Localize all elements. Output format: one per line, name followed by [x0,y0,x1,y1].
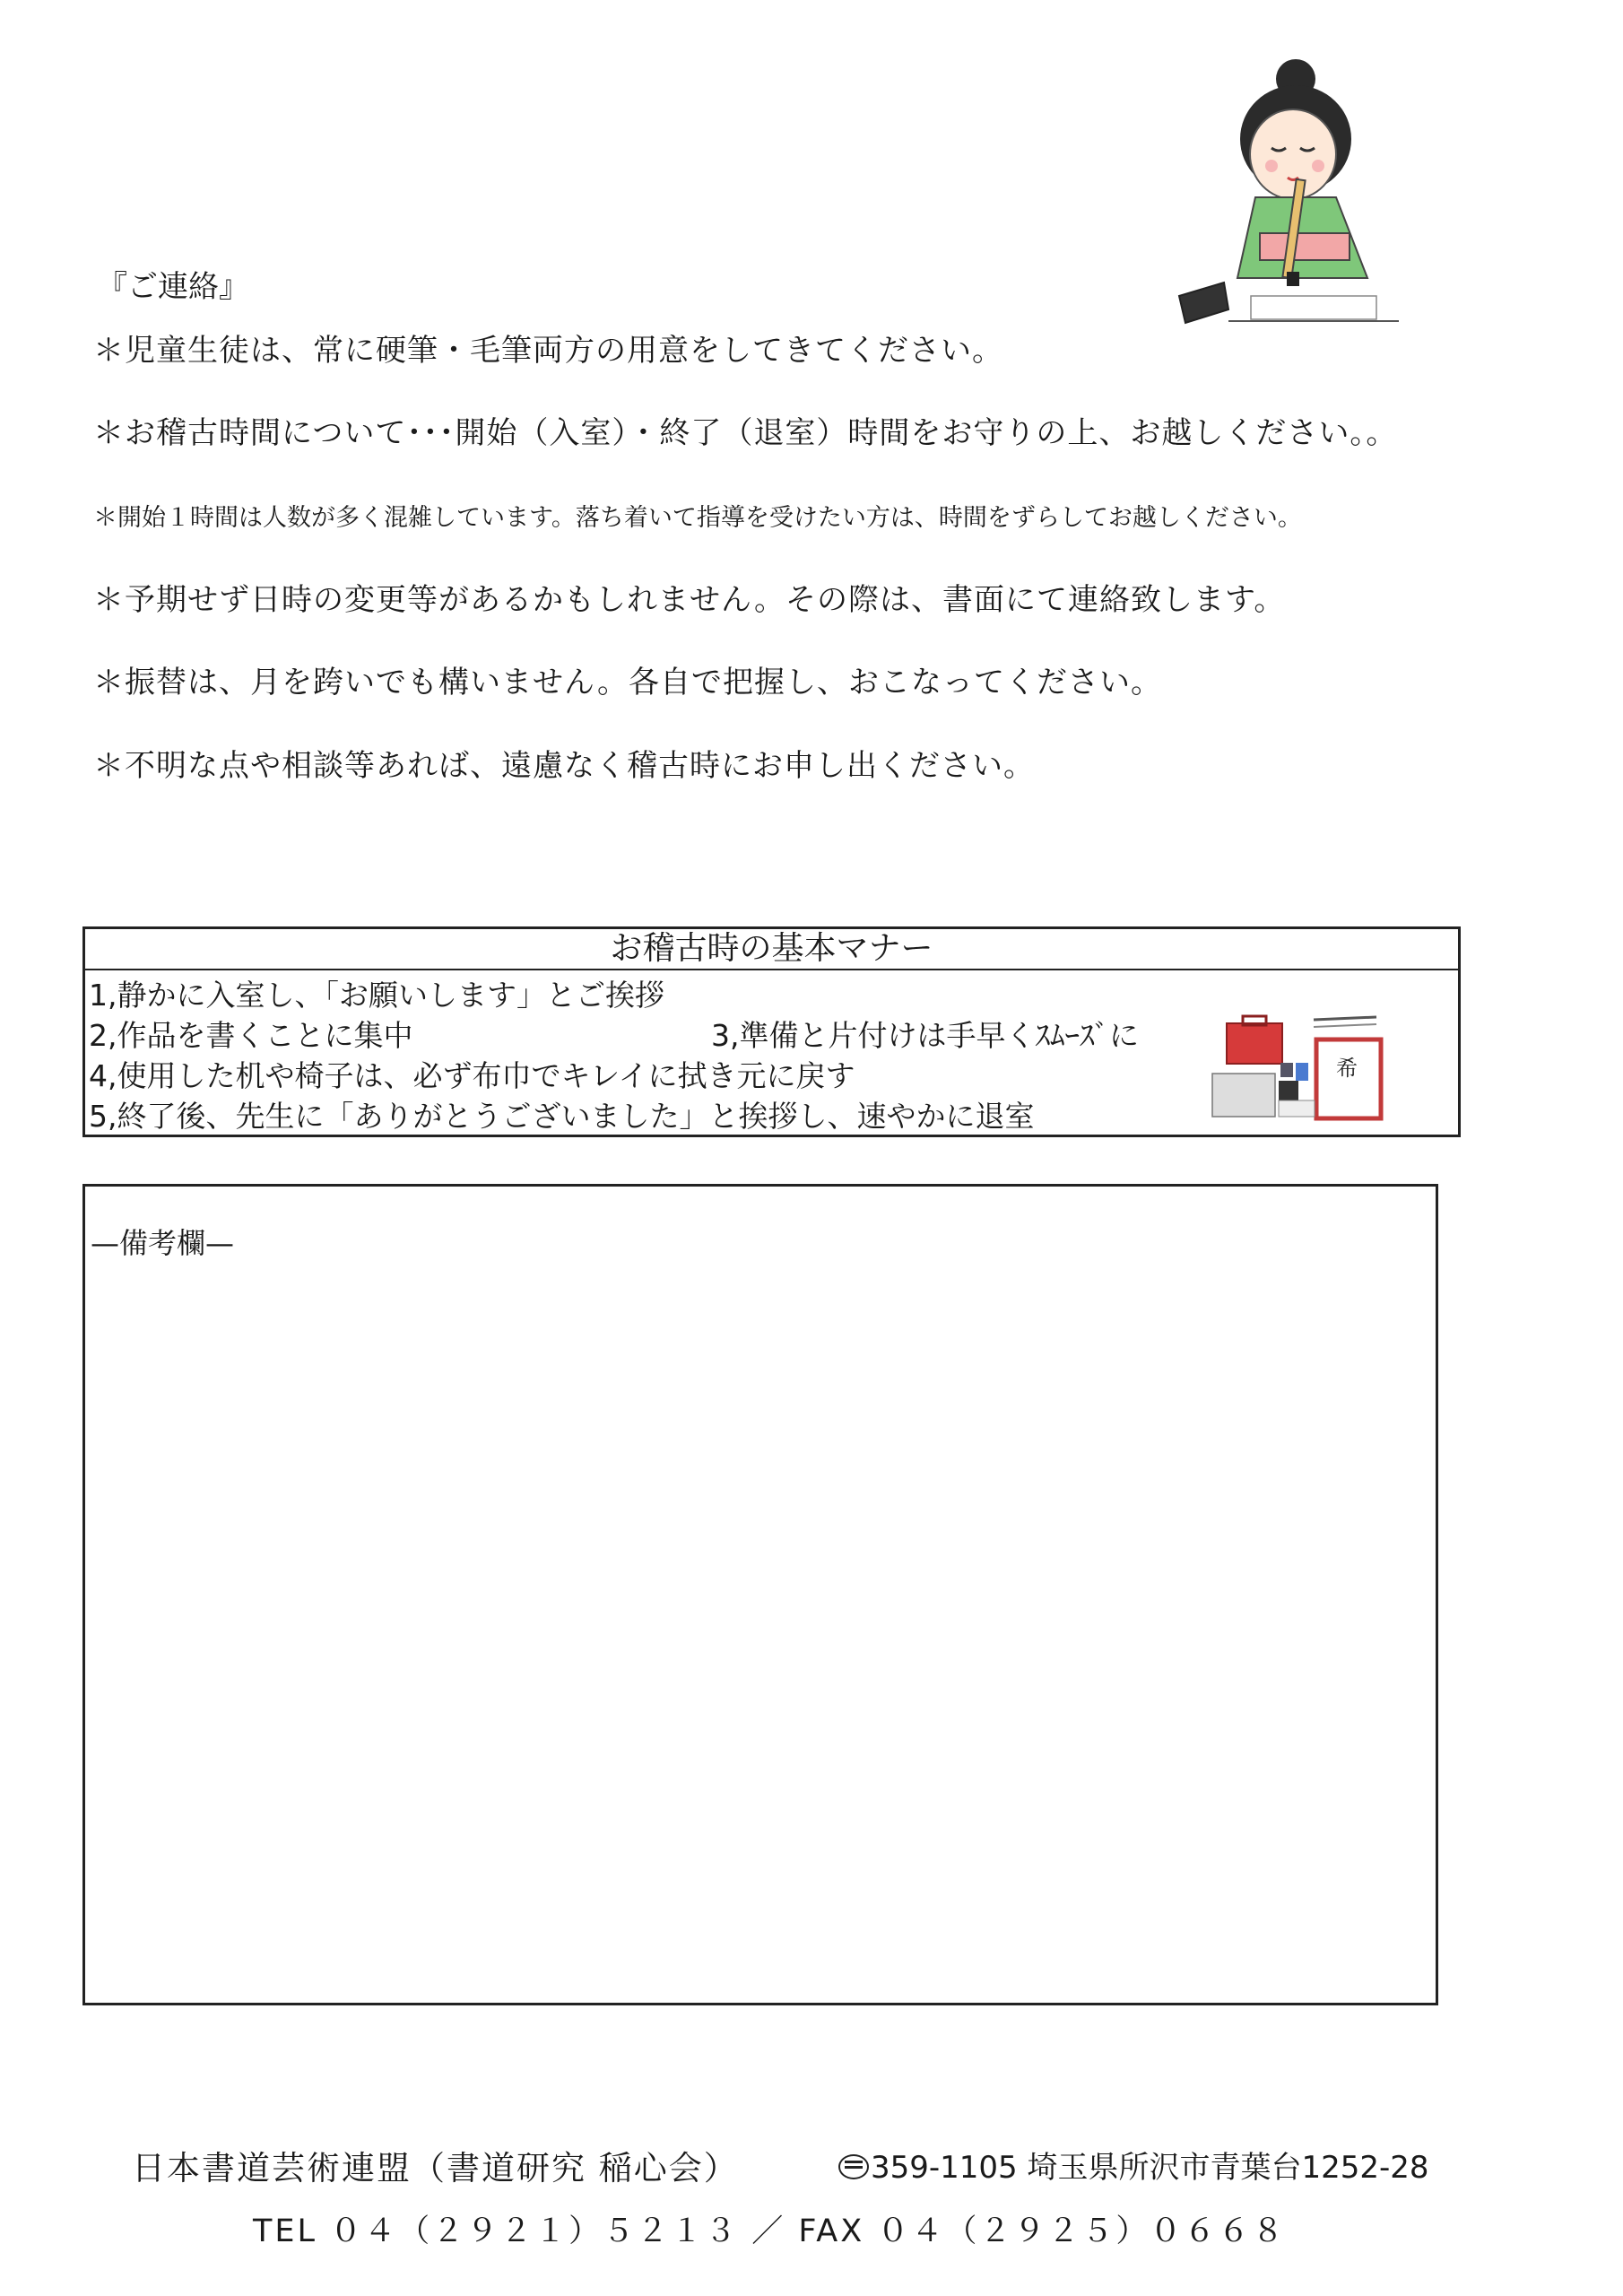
footer-contact: TEL ０４（２９２１）５２１３ ／ FAX ０４（２９２５）０６６８ [253,2213,1287,2249]
notice-line: ＊振替は、月を跨いでも構いません。各自で把握し、おこなってください。 [93,665,1163,700]
manners-title: お稽古時の基本マナー [85,929,1458,970]
notice-line: ＊お稽古時間について･･･開始（入室）・終了（退室）時間をお守りの上、お越しください。。 [93,415,1398,451]
calligraphy-tools-icon [1211,1013,1390,1125]
manner-item: 3,準備と片付けは手早くｽﾑｰｽﾞに [711,1018,1139,1053]
notice-line: ＊開始１時間は人数が多く混雑しています。落ち着いて指導を受けたい方は、時間をずらしてお越しください。 [93,504,1302,532]
manner-item: 4,使用した机や椅子は、必ず布巾でキレイに拭き元に戻す [89,1058,855,1093]
notice-line: ＊不明な点や相談等あれば、遠慮なく稽古時にお申し出ください。 [93,748,1035,784]
remarks-label: —備考欄— [91,1226,235,1260]
manner-item: 5,終了後、先生に「ありがとうございました」と挨拶し、速やかに退室 [89,1099,1035,1134]
svg-text:希: 希 [1336,1056,1358,1081]
remarks-box [82,1184,1438,2005]
footer-address-text: 359-1105 埼玉県所沢市青葉台1252-28 [871,2150,1429,2186]
manners-box [82,926,1461,1137]
calligraphy-girl-icon [1175,54,1408,341]
notice-line: ＊児童生徒は、常に硬筆・毛筆両方の用意をしてきてください。 [93,333,1003,369]
footer-organization: 日本書道芸術連盟（書道研究 稲心会） [132,2149,739,2187]
notice-title: 『ご連絡』 [97,269,249,305]
postal-mark-icon [838,2154,869,2179]
manner-item: 2,作品を書くことに集中 [89,1018,413,1053]
notice-line: ＊予期せず日時の変更等があるかもしれません。その際は、書面にて連絡致します。 [93,582,1286,618]
manner-item: 1,静かに入室し、「お願いします」とご挨拶 [89,978,664,1013]
footer-address [838,2143,1429,2187]
